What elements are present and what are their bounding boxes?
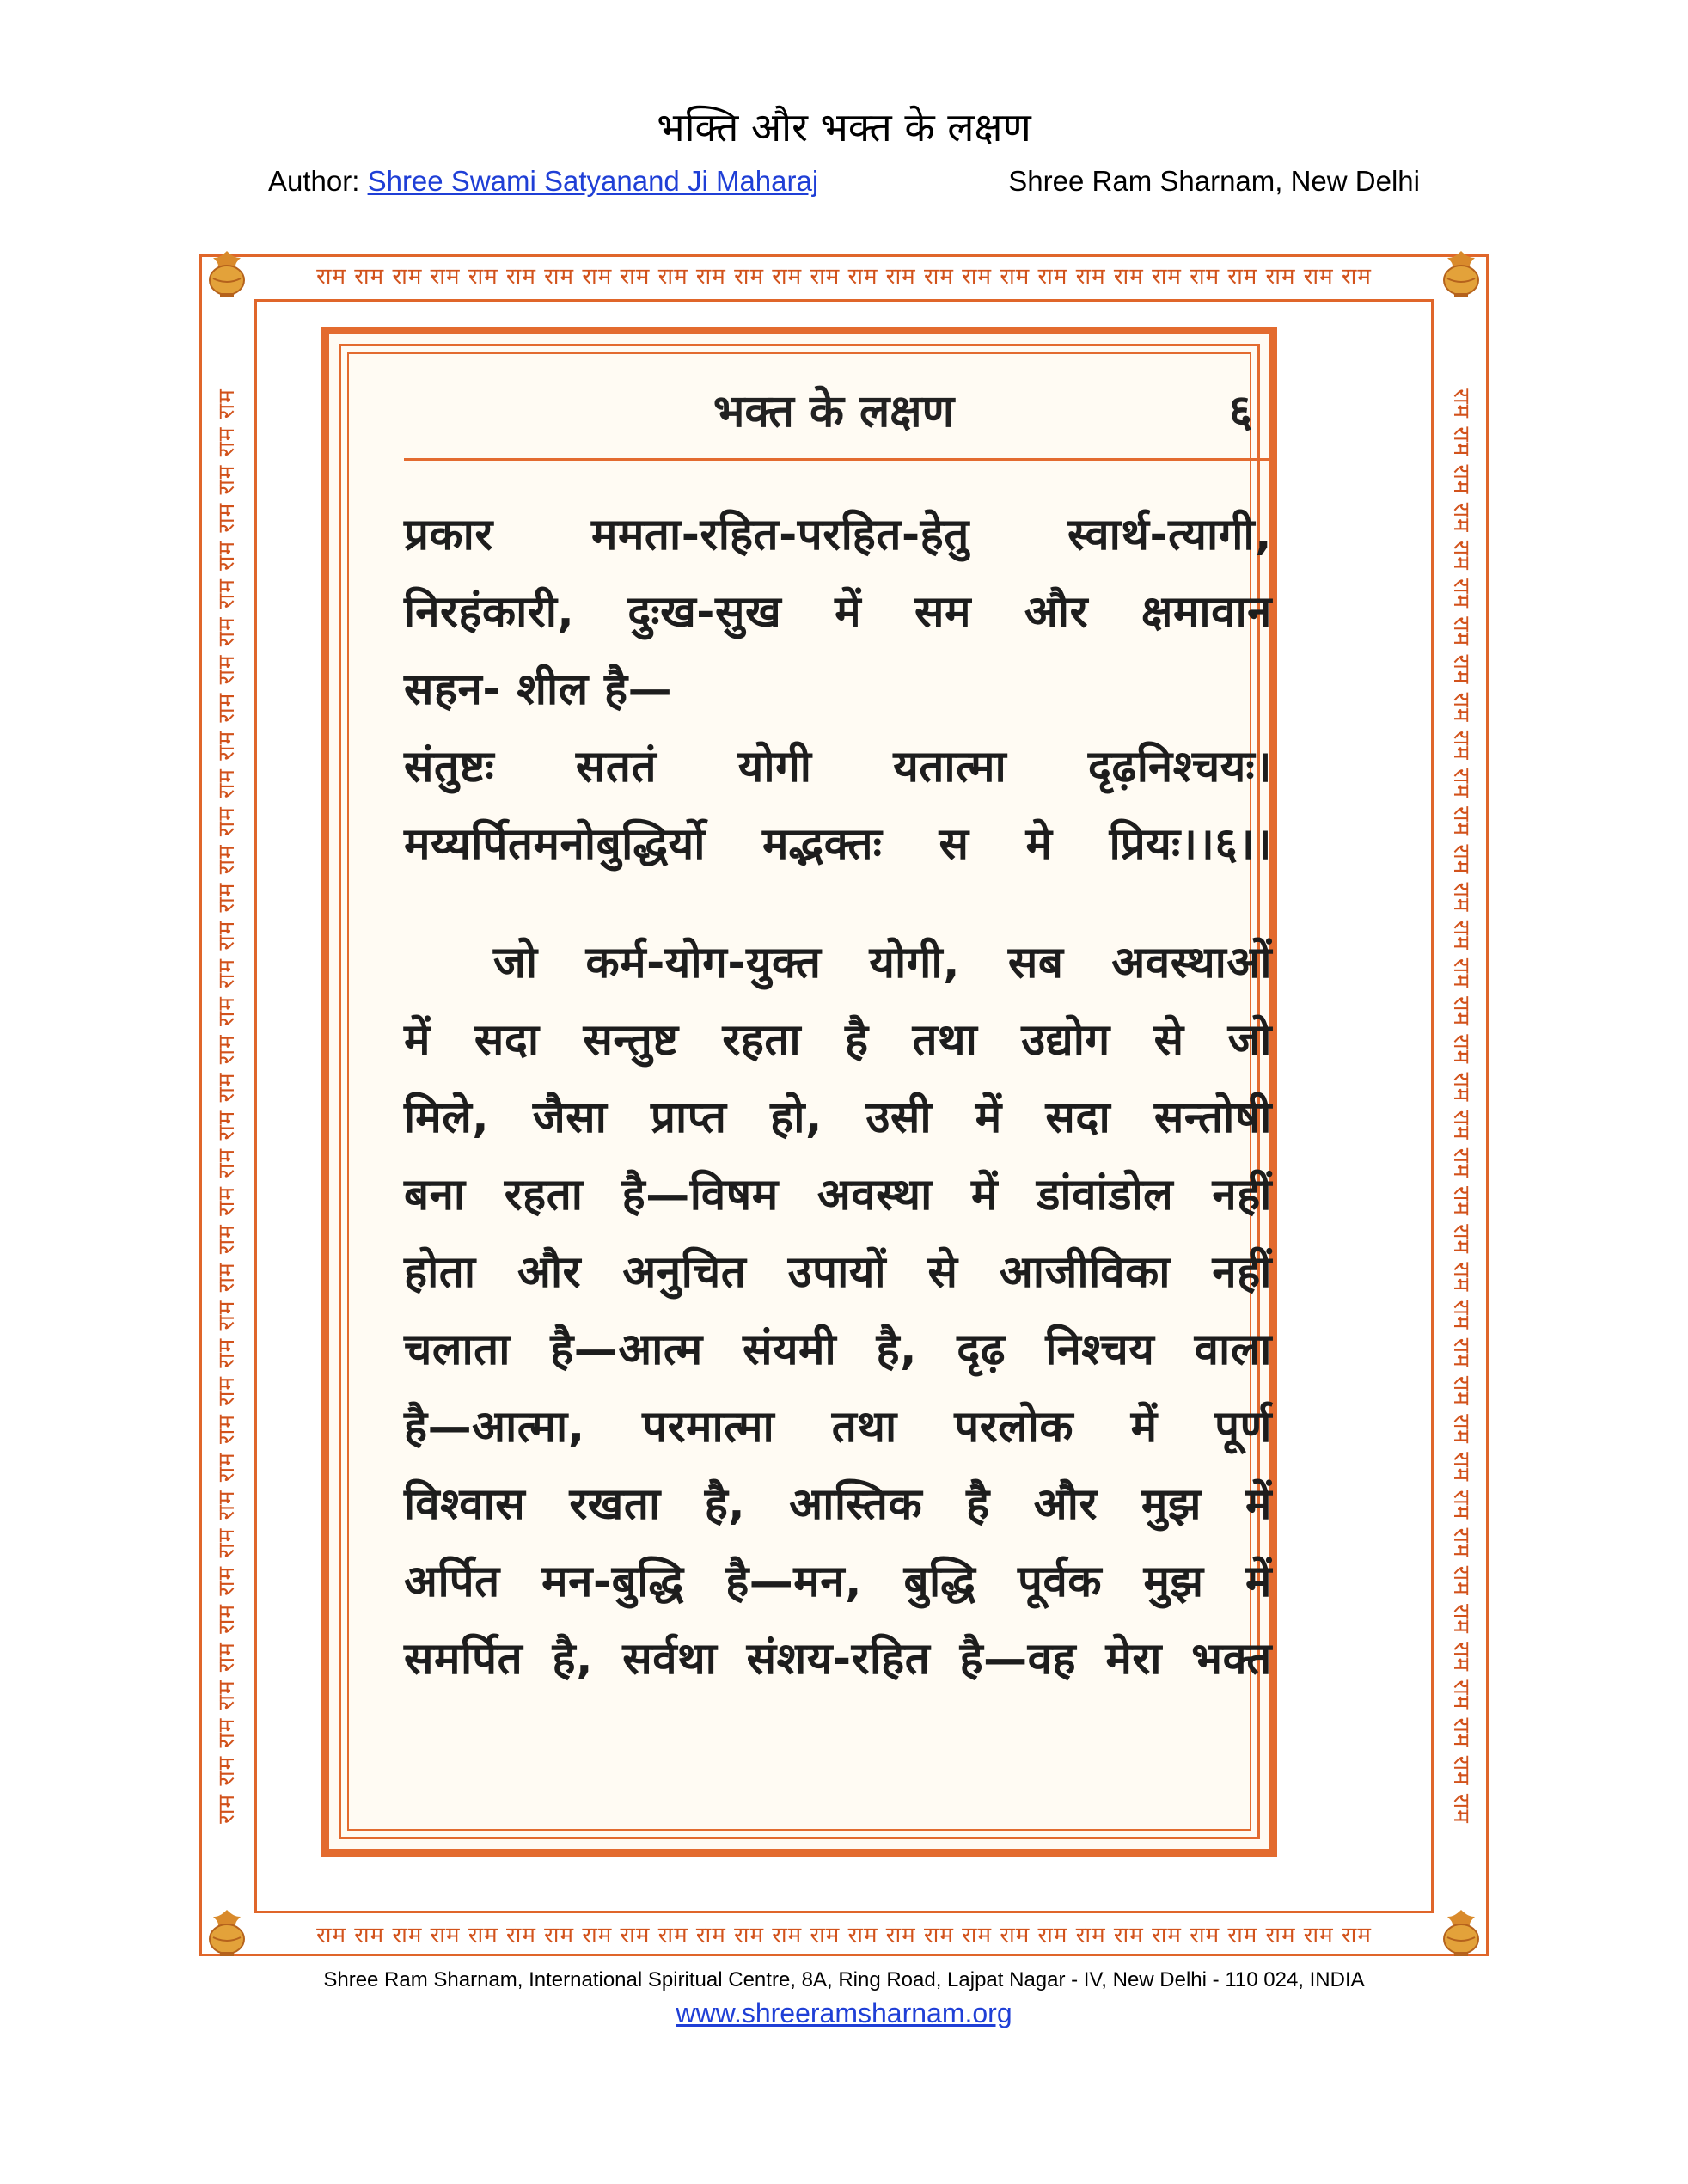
ram-border-left-text: राम राम राम राम राम राम राम राम राम राम राम राम राम राम राम राम राम राम राम राम राम राम राम राम राम राम राम राम राम राम राम राम राम राम राम राम राम राम: [214, 388, 240, 1824]
author-link[interactable]: Shree Swami Satyanand Ji Maharaj: [367, 165, 819, 197]
body-line: चलाता है—आत्म संयमी है, दृढ़ निश्चय वाला: [404, 1324, 1272, 1375]
body-line: समर्पित है, सर्वथा संशय-रहित है—वह मेरा भक्त: [404, 1634, 1272, 1685]
ram-border-top: राम राम राम राम राम राम राम राम राम राम राम राम राम राम राम राम राम राम राम राम राम राम राम राम राम राम राम राम: [316, 264, 1372, 290]
footer-address: Shree Ram Sharnam, International Spiritual Centre, 8A, Ring Road, Lajpat Nagar - IV, New Delhi - 110 024, INDIA: [323, 1968, 1365, 1991]
ram-border-left: [199, 299, 254, 1913]
kalash-icon: [1434, 246, 1489, 301]
website-link[interactable]: www.shreeramsharnam.org: [676, 1997, 1012, 2028]
heading-divider: [404, 458, 1272, 461]
body-line: निरहंकारी, दुःख-सुख में सम और क्षमावान: [404, 587, 1272, 638]
author-line: [268, 165, 818, 198]
body-line: है—आत्मा, परमात्मा तथा परलोक में पूर्ण: [404, 1402, 1272, 1453]
body-line: मिले, जैसा प्राप्त हो, उसी में सदा सन्तोषी: [404, 1092, 1272, 1143]
body-line: विश्वास रखता है, आस्तिक है और मुझ में: [404, 1479, 1272, 1530]
book-page-number: ६: [1229, 386, 1253, 437]
footer-website: [0, 1997, 1688, 2029]
body-line: प्रकार ममता-रहित-परहित-हेतु स्वार्थ-त्यागी,: [404, 510, 1272, 560]
verse-line: मय्यर्पितमनोबुद्धिर्यो मद्भक्तः स मे प्रियः।।६।।: [404, 819, 1272, 870]
book-page-heading: भक्त के लक्षण: [713, 386, 955, 437]
kalash-icon: [199, 246, 254, 301]
body-line: जो कर्म-योग-युक्त योगी, सब अवस्थाओं: [493, 938, 1272, 988]
author-prefix: Author:: [268, 165, 368, 197]
kalash-icon: [1434, 1905, 1489, 1960]
body-line: अर्पित मन-बुद्धि है—मन, बुद्धि पूर्वक मुझ में: [404, 1557, 1272, 1607]
document-title: भक्ति और भक्त के लक्षण: [657, 104, 1031, 150]
organization-name: Shree Ram Sharnam, New Delhi: [1008, 165, 1420, 197]
body-line: बना रहता है—विषम अवस्था में डांवांडोल नहीं: [404, 1170, 1272, 1220]
ram-border-bottom: राम राम राम राम राम राम राम राम राम राम राम राम राम राम राम राम राम राम राम राम राम राम राम राम राम राम राम राम: [316, 1923, 1372, 1948]
kalash-icon: [199, 1905, 254, 1960]
body-line: में सदा सन्तुष्ट रहता है तथा उद्योग से जो: [404, 1015, 1272, 1066]
body-line: सहन- शील है—: [404, 664, 673, 715]
body-line: होता और अनुचित उपायों से आजीविका नहीं: [404, 1247, 1272, 1298]
ram-border-right: [1434, 299, 1489, 1913]
book-page-body: [404, 497, 1272, 1698]
verse-line: संतुष्टः सततं योगी यतात्मा दृढ़निश्चयः।: [404, 742, 1272, 792]
ram-border-right-text: राम राम राम राम राम राम राम राम राम राम राम राम राम राम राम राम राम राम राम राम राम राम राम राम राम राम राम राम राम राम राम राम राम राम राम राम राम राम: [1448, 388, 1474, 1824]
